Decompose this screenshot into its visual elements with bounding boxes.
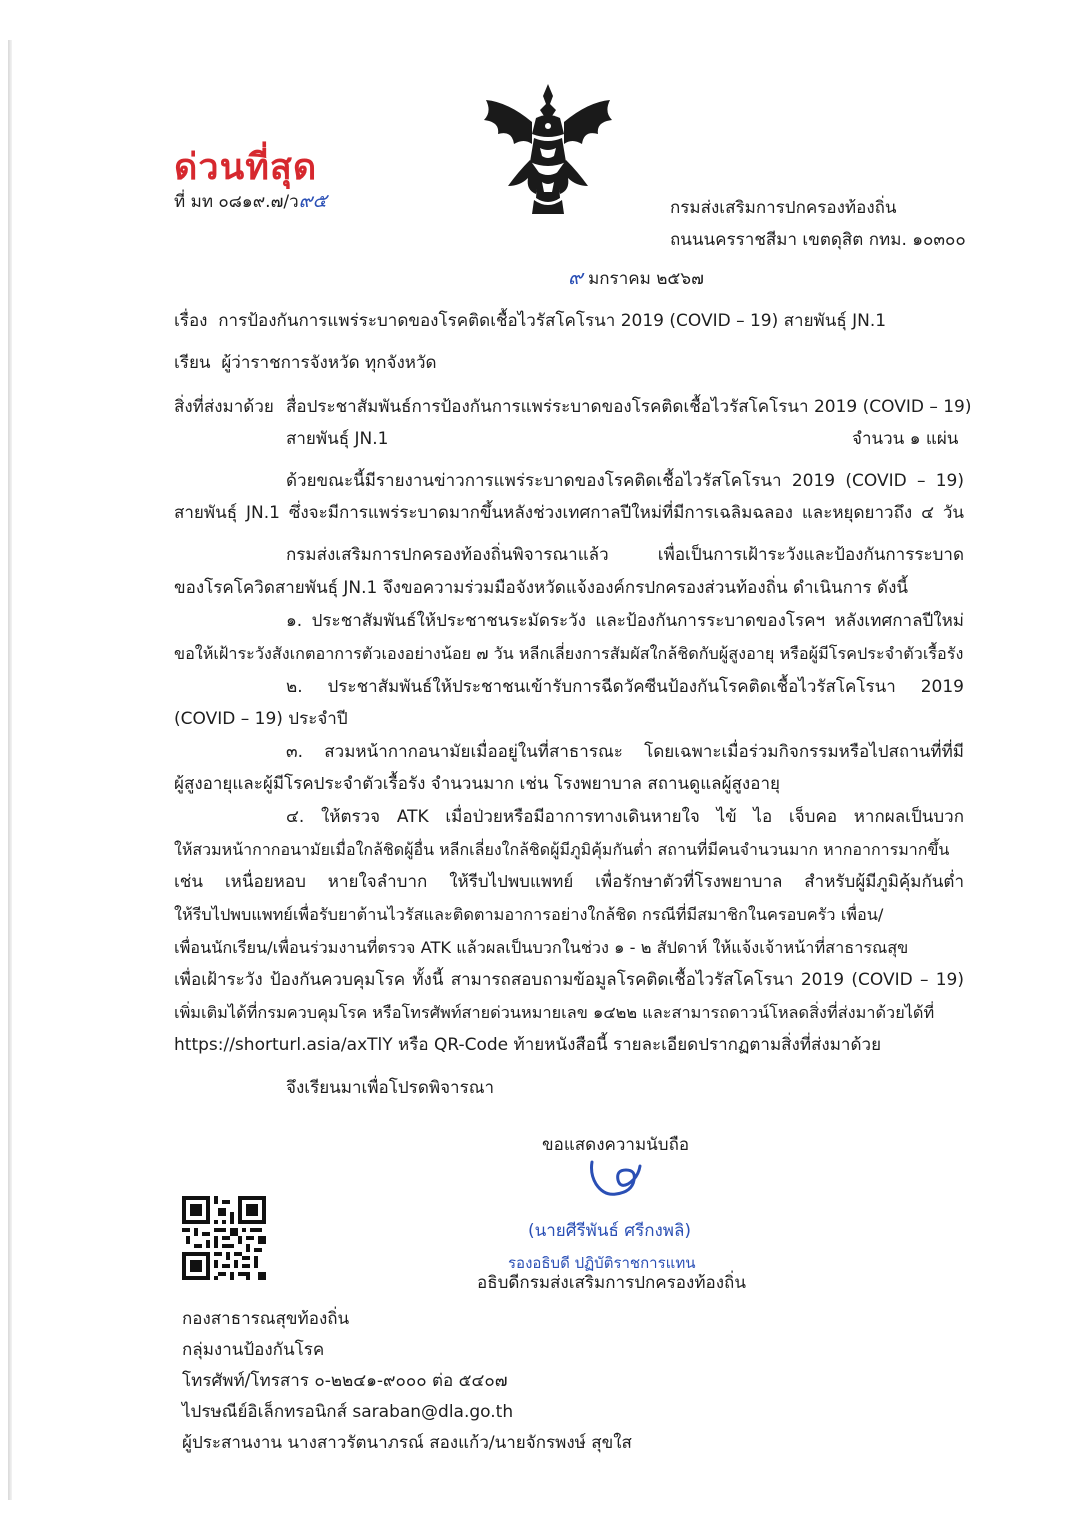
body-line: ๓. สวมหน้ากากอนามัยเมื่ออยู่ในที่สาธารณะ โดยเฉพาะเมื่อร่วมกิจกรรมหรือไปสถานที่ที่มี bbox=[286, 742, 964, 762]
closing-line: จึงเรียนมาเพื่อโปรดพิจารณา bbox=[286, 1078, 495, 1098]
footer-coordinator: ผู้ประสานงาน นางสาวรัตนาภรณ์ สองแก้ว/นายจักรพงษ์ สุขใส bbox=[182, 1433, 632, 1453]
document-number bbox=[174, 190, 327, 213]
body-line: ขอให้เฝ้าระวังสังเกตอาการตัวเองอย่างน้อย ๗ วัน หลีกเลี่ยงการสัมผัสใกล้ชิดกับผู้สูงอายุ หรือผู้มีโรคประจำตัวเรื้อรัง bbox=[174, 644, 964, 663]
handwritten-signature-icon bbox=[586, 1158, 646, 1204]
body-line: (COVID – 19) ประจำปี bbox=[174, 709, 348, 729]
subject-text: การป้องกันการแพร่ระบาดของโรคติดเชื้อไวรัสโคโรนา 2019 (COVID – 19) สายพันธุ์ JN.1 bbox=[218, 311, 887, 331]
scan-edge-shadow bbox=[8, 40, 12, 1500]
attachment-line-1: สื่อประชาสัมพันธ์การป้องกันการแพร่ระบาดของโรคติดเชื้อไวรัสโคโรนา 2019 (COVID – 19) bbox=[286, 397, 972, 417]
document-date bbox=[568, 266, 704, 290]
document-number-prefix: ที่ มท ๐๘๑๙.๗/ว bbox=[174, 192, 299, 212]
date-day-handwritten: ๙ bbox=[568, 265, 583, 289]
body-line: เพื่อเฝ้าระวัง ป้องกันควบคุมโรค ทั้งนี้ สามารถสอบถามข้อมูลโรคติดเชื้อไวรัสโคโรนา 2019 (COVID – 19) bbox=[174, 970, 964, 990]
body-line: ๒. ประชาสัมพันธ์ให้ประชาชนเข้ารับการฉีดวัคซีนป้องกันโรคติดเชื้อไวรัสโคโรนา 2019 bbox=[286, 677, 964, 697]
body-line: ให้สวมหน้ากากอนามัยเมื่อใกล้ชิดผู้อื่น หลีกเลี่ยงใกล้ชิดผู้มีภูมิคุ้มกันต่ำ สถานที่มีคนจำนวนมาก หากอาการมากขึ้น bbox=[174, 840, 950, 859]
signatory-title: อธิบดีกรมส่งเสริมการปกครองท้องถิ่น bbox=[477, 1273, 746, 1293]
salutation: ขอแสดงความนับถือ bbox=[542, 1135, 690, 1155]
body-line: ให้รีบไปพบแพทย์เพื่อรับยาต้านไวรัสและติดตามอาการอย่างใกล้ชิด กรณีที่มีสมาชิกในครอบครัว เพื่อน/ bbox=[174, 905, 884, 924]
footer-group: กลุ่มงานป้องกันโรค bbox=[182, 1340, 325, 1360]
attachment-line-2: สายพันธุ์ JN.1 bbox=[286, 429, 389, 449]
garuda-emblem-icon bbox=[478, 82, 618, 217]
acting-title: รองอธิบดี ปฏิบัติราชการแทน bbox=[508, 1254, 696, 1272]
recipient-text: ผู้ว่าราชการจังหวัด ทุกจังหวัด bbox=[221, 353, 437, 373]
body-line: https://shorturl.asia/axTlY หรือ QR-Code ท้ายหนังสือนี้ รายละเอียดปรากฏตามสิ่งที่ส่งมาด้วย bbox=[174, 1035, 882, 1055]
attachment-label: สิ่งที่ส่งมาด้วย bbox=[174, 397, 274, 417]
body-line: เช่น เหนื่อยหอบ หายใจลำบาก ให้รีบไปพบแพทย์ เพื่อรักษาตัวที่โรงพยาบาล สำหรับผู้มีภูมิคุ้มกันต่ำ bbox=[174, 872, 964, 892]
footer-email: ไปรษณีย์อิเล็กทรอนิกส์ saraban@dla.go.th bbox=[182, 1402, 514, 1422]
org-name: กรมส่งเสริมการปกครองท้องถิ่น bbox=[670, 198, 897, 218]
footer-division: กองสาธารณสุขท้องถิ่น bbox=[182, 1309, 350, 1329]
attachment-quantity: จำนวน ๑ แผ่น bbox=[852, 429, 959, 449]
body-line: ผู้สูงอายุและผู้มีโรคประจำตัวเรื้อรัง จำนวนมาก เช่น โรงพยาบาล สถานดูแลผู้สูงอายุ bbox=[174, 774, 780, 794]
subject-label: เรื่อง bbox=[174, 311, 208, 331]
date-month-year: มกราคม ๒๕๖๗ bbox=[588, 269, 704, 289]
body-line: สายพันธุ์ JN.1 ซึ่งจะมีการแพร่ระบาดมากขึ้นหลังช่วงเทศกาลปีใหม่ที่มีการเฉลิมฉลอง และหยุดยาวถึง ๔ วัน bbox=[174, 503, 964, 523]
body-line: ๑. ประชาสัมพันธ์ให้ประชาชนระมัดระวัง และป้องกันการระบาดของโรคฯ หลังเทศกาลปีใหม่ bbox=[286, 611, 964, 631]
qr-code-icon bbox=[182, 1196, 266, 1280]
org-address: ถนนนครราชสีมา เขตดุสิต กทม. ๑๐๓๐๐ bbox=[670, 230, 966, 250]
document-number-handwritten: ๙๕ bbox=[298, 190, 327, 212]
subject-row bbox=[174, 310, 886, 332]
recipient-label: เรียน bbox=[174, 353, 211, 373]
footer-phone: โทรศัพท์/โทรสาร ๐-๒๒๔๑-๙๐๐๐ ต่อ ๕๔๐๗ bbox=[182, 1371, 508, 1391]
body-line: ๔. ให้ตรวจ ATK เมื่อป่วยหรือมีอาการทางเดินหายใจ ไข้ ไอ เจ็บคอ หากผลเป็นบวก bbox=[286, 807, 964, 827]
body-line: เพื่อนนักเรียน/เพื่อนร่วมงานที่ตรวจ ATK แล้วผลเป็นบวกในช่วง ๑ - ๒ สัปดาห์ ให้แจ้งเจ้าหน้าที่สาธารณสุข bbox=[174, 938, 909, 957]
body-line: ด้วยขณะนี้มีรายงานข่าวการแพร่ระบาดของโรคติดเชื้อไวรัสโคโรนา 2019 (COVID – 19) bbox=[286, 471, 964, 491]
body-line: เพิ่มเติมได้ที่กรมควบคุมโรค หรือโทรศัพท์สายด่วนหมายเลข ๑๔๒๒ และสามารถดาวน์โหลดสิ่งที่ส่งมาด้วยได้ที่ bbox=[174, 1003, 935, 1022]
recipient-row bbox=[174, 352, 437, 374]
body-line: ของโรคโควิดสายพันธุ์ JN.1 จึงขอความร่วมมือจังหวัดแจ้งองค์กรปกครองส่วนท้องถิ่น ดำเนินการ ดังนี้ bbox=[174, 578, 908, 598]
signatory-name: (นายศีรีพันธ์ ศรีกงพลิ) bbox=[528, 1221, 692, 1241]
body-line: กรมส่งเสริมการปกครองท้องถิ่นพิจารณาแล้ว เพื่อเป็นการเฝ้าระวังและป้องกันการระบาด bbox=[286, 545, 964, 565]
urgency-label: ด่วนที่สุด bbox=[174, 146, 318, 188]
